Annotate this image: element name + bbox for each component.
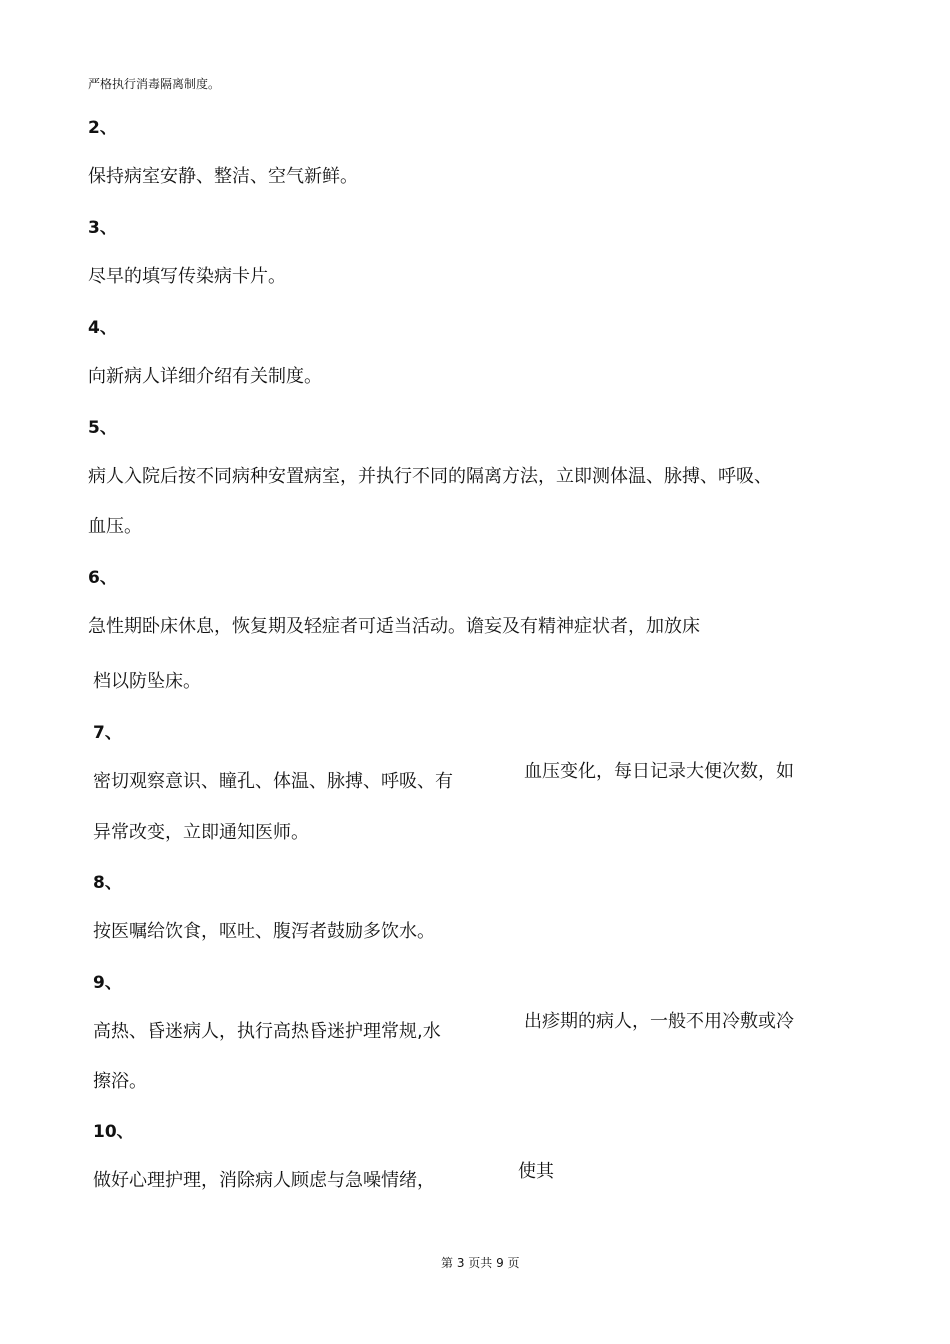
item-text: 高热、昏迷病人，执行高热昏迷护理常规,水: [93, 1021, 441, 1042]
item-text: 急性期卧床休息，恢复期及轻症者可适当活动。谵妄及有精神症状者，加放床: [88, 616, 700, 637]
item-text: 档以防坠床。: [93, 671, 201, 692]
item-text: 尽早的填写传染病卡片。: [88, 266, 286, 287]
intro-text: 严格执行消毒隔离制度。: [88, 77, 221, 91]
clipped-text-fragment: 使其: [518, 1161, 554, 1182]
item-text: 向新病人详细介绍有关制度。: [88, 366, 322, 387]
item-text: 病人入院后按不同病种安置病室，并执行不同的隔离方法，立即测体温、脉搏、呼吸、: [88, 466, 772, 487]
item-number: 9、: [93, 973, 122, 993]
item-number: 8、: [93, 873, 122, 893]
item-number: 4、: [88, 318, 117, 338]
item-number: 2、: [88, 118, 117, 138]
item-text: 按医嘱给饮食，呕吐、腹泻者鼓励多饮水。: [93, 921, 435, 942]
item-number: 6、: [88, 568, 117, 588]
clipped-text-fragment: 血压变化，每日记录大便次数，如: [524, 761, 794, 782]
item-text: 密切观察意识、瞳孔、体温、脉搏、呼吸、有: [93, 771, 453, 792]
item-text: 保持病室安静、整洁、空气新鲜。: [88, 166, 358, 187]
clipped-text-fragment: 出疹期的病人，一般不用冷敷或冷: [524, 1011, 794, 1032]
item-number: 3、: [88, 218, 117, 238]
item-number: 5、: [88, 418, 117, 438]
item-number: 10、: [93, 1122, 134, 1142]
item-number: 7、: [93, 723, 122, 743]
page-footer: 第 3 页共 9 页: [441, 1256, 520, 1270]
item-text: 血压。: [88, 516, 142, 537]
item-text: 擦浴。: [93, 1071, 147, 1092]
item-text: 做好心理护理，消除病人顾虑与急噪情绪，: [93, 1170, 435, 1191]
item-text: 异常改变，立即通知医师。: [93, 822, 309, 843]
